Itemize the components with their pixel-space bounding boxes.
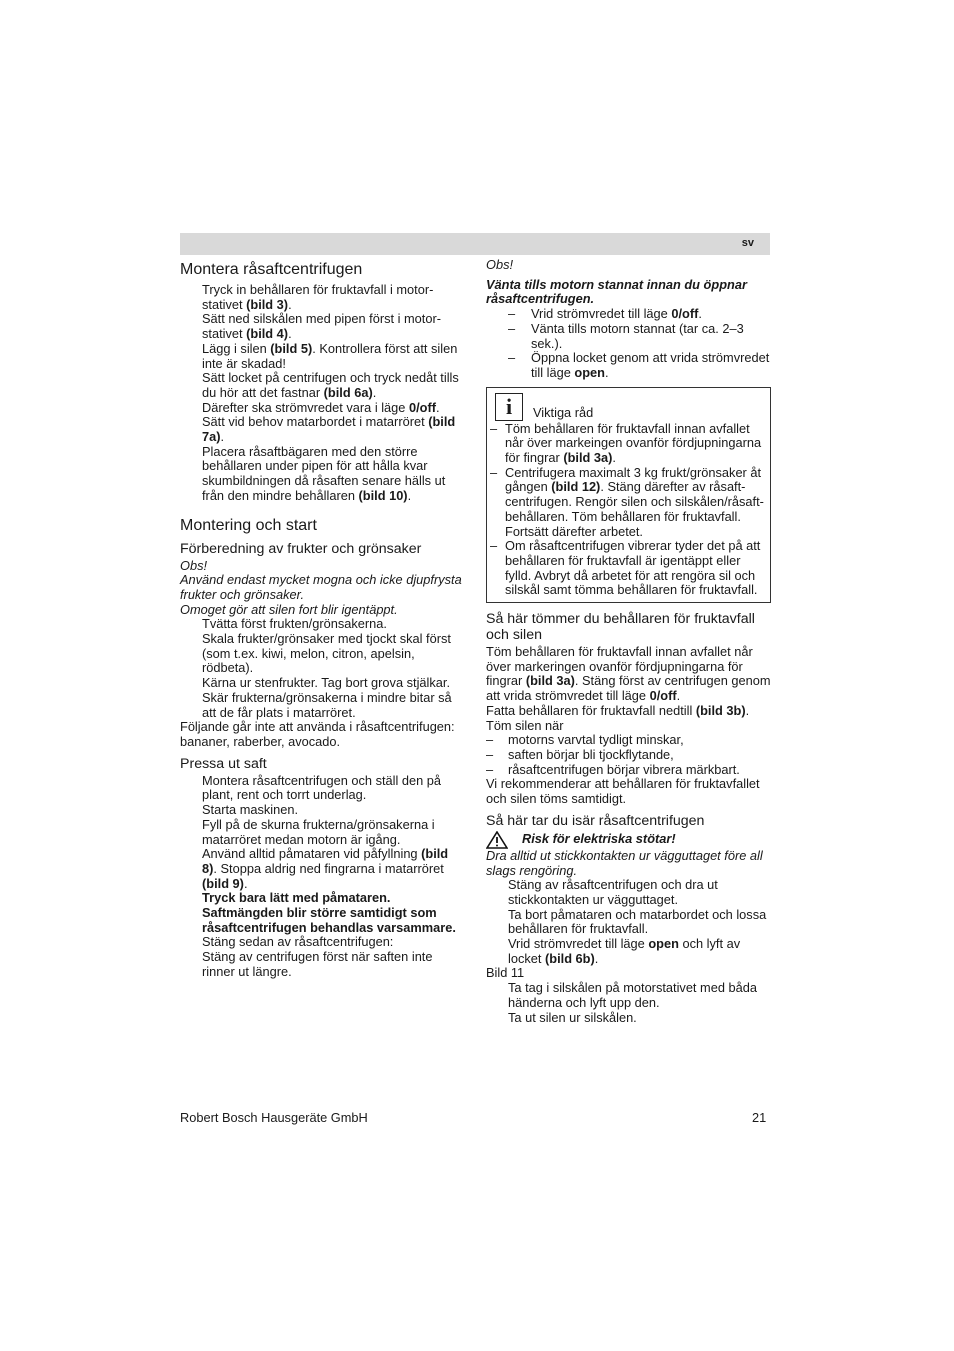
list-item: – motorns varvtal tydligt minskar, [486,733,771,748]
pressa-step-3: Fyll på de skurna frukterna/grönsakerna i matarröret medan motorn är igång. [202,816,435,847]
prep-steps [180,617,465,720]
subsection-title-tom: Så här tömmer du behållaren för fruktavfall och silen [486,611,755,644]
list-item: – Om råsaftcentrifugen vibrerar tyder det på att behållaren för fruktavfall är igentäppt eller fylld. Avbryt då arbetet för att rengöra sil och silskål samt tömma behållaren för fruktavfall. [489,539,768,598]
footer-company: Robert Bosch Hausgeräte GmbH [180,1110,368,1125]
montera-step-2: Sätt ned silskålen med pipen först i motor-stativet (bild 4). [202,311,441,342]
isar-step-4: Ta tag i silskålen på motorstativet med båda händerna och lyft upp den. [508,980,757,1010]
list-item: – Töm behållaren för fruktavfall innan avfallet når över markeingen ovanför fördjupningarna för fingrar (bild 3a). [489,422,768,466]
list-item: – saften börjar bli tjockflytande, [486,748,771,763]
section-title-montering: Montering och start [180,516,317,534]
pressa-steps [180,774,465,980]
info-list [489,422,768,598]
warning-icon [486,831,508,849]
pressa-step-6: Stäng av centrifugen först när saften inte rinner ut längre. [202,949,433,979]
info-box [486,387,771,603]
montera-step-7: Placera råsaftbägaren med den större behållaren under pipen för att hålla kvar skumbildningen då råsaften senare hälls ut från den mindre behållaren (bild 10). [202,443,446,503]
montera-step-3: Lägg i silen (bild 5). Kontrollera först att silen inte är skadad! [202,340,458,371]
montera-step-4: Sätt locket på centrifugen och tryck nedåt tills du hör att det fastnar (bild 6a). [202,370,459,400]
isar-step-3: Vrid strömvredet till läge open och lyft av locket (bild 6b). [508,936,741,966]
obs-list [486,307,771,381]
isar-step-2: Ta bort påmataren och matarbordet och lossa behållaren för fruktavfall. [508,906,767,937]
pressa-step-2: Starta maskinen. [202,802,299,818]
risk-warning: Risk för elektriska stötar! [522,831,676,847]
pressa-bold-note: Tryck bara lätt med påmataren. Saftmängden blir större samtidigt som råsaftcentrifugen behandlas varsammare. [202,890,456,935]
info-box-title: Viktiga råd [533,404,594,420]
obs-text-2: Omoget gör att silen fort blir igentäppt. [180,601,398,617]
header-bar [180,233,770,255]
obs-warning: Vänta tills motorn stannat innan du öppnar råsaftcentrifugen. [486,276,747,307]
tom-text-2: Fatta behållaren för fruktavfall nedtill (bild 3b). [486,702,750,718]
montera-steps [180,283,465,504]
isar-italic: Dra alltid ut stickkontakten ur vägguttaget före all slags rengöring. [486,847,763,878]
montera-step-5: Därefter ska strömvredet vara i läge 0/off. [202,399,440,415]
prep-step-1: Tvätta först frukten/grönsakerna. [202,616,387,632]
left-column [180,258,465,980]
pressa-step-5: Stäng sedan av råsaftcentrifugen: [202,934,394,950]
list-item: – Vrid strömvredet till läge 0/off. [486,307,771,322]
subsection-title-pressa: Pressa ut saft [180,755,267,772]
prep-step-3: Kärna ur stenfrukter. Tag bort grova stjälkar. [202,675,451,691]
info-icon: i [495,393,523,421]
prep-note: Följande går inte att använda i råsaftcentrifugen: bananer, raberber, avocado. [180,719,455,749]
right-column [486,258,771,1025]
list-item: – Centrifugera maximalt 3 kg frukt/grönsaker åt gången (bild 12). Stäng därefter av råsaft-centrifugen. Rengör silen och silskålen/råsaft-behållaren. Töm behållaren för fruktavfall. Fortsätt därefter arbetet. [489,466,768,540]
prep-step-4: Skär frukterna/grönsakerna i mindre bitar så att de får plats i matarröret. [202,689,452,720]
list-item: – Vänta tills motorn stannat (tar ca. 2–3 sek.). [486,322,771,351]
bild-11-steps [486,981,771,1025]
pressa-step-1: Montera råsaftcentrifugen och ställ den på plant, rent och torrt underlag. [202,772,442,803]
obs-label-right: Obs! [486,257,514,272]
subsection-title-forberedning: Förberedning av frukter och grönsaker [180,540,422,557]
bild-11-label: Bild 11 [486,965,525,981]
tom-text-1: Töm behållaren för fruktavfall innan avfallet når över markeringen ovanför fördjupningarna för fingrar (bild 3a). Stäng först av centrifugen genom att vrida strömvredet till läge 0/off. [486,644,771,704]
subsection-title-isar: Så här tar du isär råsaftcentrifugen [486,812,705,829]
language-code: sv [741,237,754,249]
pressa-step-4: Använd alltid påmataren vid påfyllning (bild 8). Stoppa aldrig ned fingrarna i matarröret (bild 9). [202,846,449,891]
montera-step-1: Tryck in behållaren för fruktavfall i motor-stativet (bild 3). [202,282,434,312]
isar-step-5: Ta ut silen ur silskålen. [508,1009,637,1025]
list-item: – råsaftcentrifugen börjar vibrera märkbart. [486,763,771,778]
tom-list [486,733,771,777]
prep-step-2: Skala frukter/grönsaker med tjockt skal först (som t.ex. kiwi, melon, citron, apelsin, rödbeta). [202,631,451,676]
obs-label: Obs! [180,557,208,573]
tom-text-3: Töm silen när [486,717,564,733]
obs-text-1: Använd endast mycket mogna och icke djupfrysta frukter och grönsaker. [180,572,462,602]
list-item: – Öppna locket genom att vrida strömvredet till läge open. [486,351,771,380]
isar-steps [486,878,771,966]
section-title-montera: Montera råsaftcentrifugen [180,261,363,278]
isar-step-1: Stäng av råsaftcentrifugen och dra ut stickkontakten ur vägguttaget. [508,877,718,907]
page-number: 21 [752,1110,767,1125]
tom-text-4: Vi rekommenderar att behållaren för fruktavfallet och silen töms samtidigt. [486,776,760,807]
montera-step-6: Sätt vid behov matarbordet i matarröret (bild 7a). [202,414,456,445]
